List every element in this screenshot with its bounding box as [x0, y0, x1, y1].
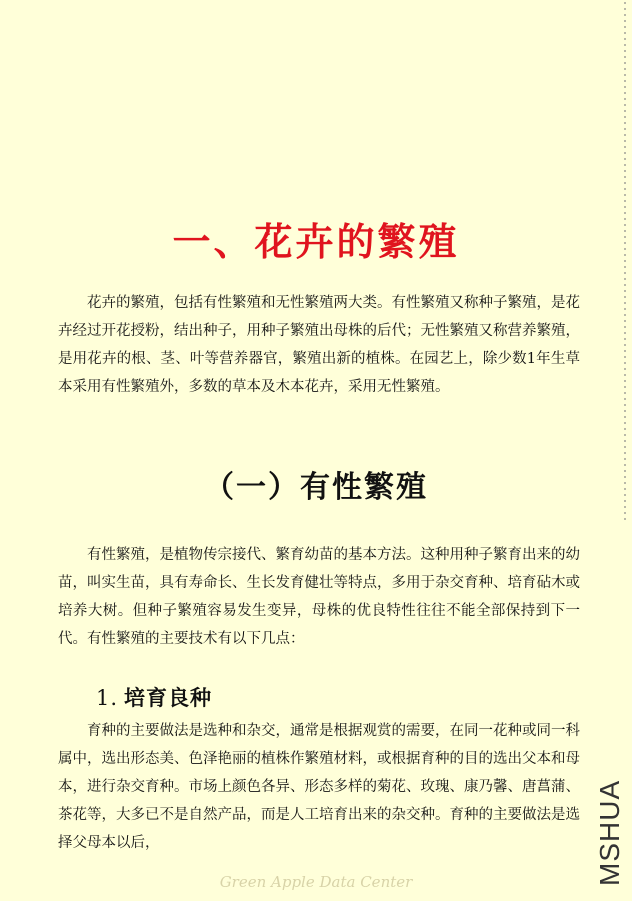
bottom-watermark: Green Apple Data Center — [219, 873, 413, 891]
section-paragraph: 有性繁殖，是植物传宗接代、繁育幼苗的基本方法。这种用种子繁育出来的幼苗，叫实生苗，具有寿命长、生长发育健壮等特点，多用于杂交育种、培育砧木或培养大树。但种子繁殖容易发生变异，母株的优良特性往往不能全部保持到下一代。有性繁殖的主要技术有以下几点： — [58, 547, 580, 647]
subsection-paragraph: 育种的主要做法是选种和杂交，通常是根据观赏的需要，在同一花种或同一科属中，选出形态美、色泽艳丽的植株作繁殖材料，或根据育种的目的选出父本和母本，进行杂交育种。市场上颜色各异、形态多样的菊花、玫瑰、康乃馨、唐菖蒲、茶花等，大多已不是自然产品，而是人工培育出来的杂交种。育种的主要做法是选择父母本以后， — [58, 723, 580, 851]
subsection-number: 1. — [96, 686, 119, 710]
chapter-title: 一、花卉的繁殖 — [172, 220, 460, 265]
subsection-title: 培育良种 — [124, 686, 213, 710]
side-watermark: MSHUA — [594, 779, 625, 886]
subsection-heading — [96, 682, 212, 712]
section-heading: （一）有性繁殖 — [204, 470, 428, 505]
intro-paragraph: 花卉的繁殖，包括有性繁殖和无性繁殖两大类。有性繁殖又称种子繁殖，是花卉经过开花授粉，结出种子，用种子繁殖出母株的后代；无性繁殖又称营养繁殖，是用花卉的根、茎、叶等营养器官，繁殖出新的植株。在园艺上，除少数1年生草本采用有性繁殖外，多数的草本及木本花卉，采用无性繁殖。 — [58, 295, 580, 395]
